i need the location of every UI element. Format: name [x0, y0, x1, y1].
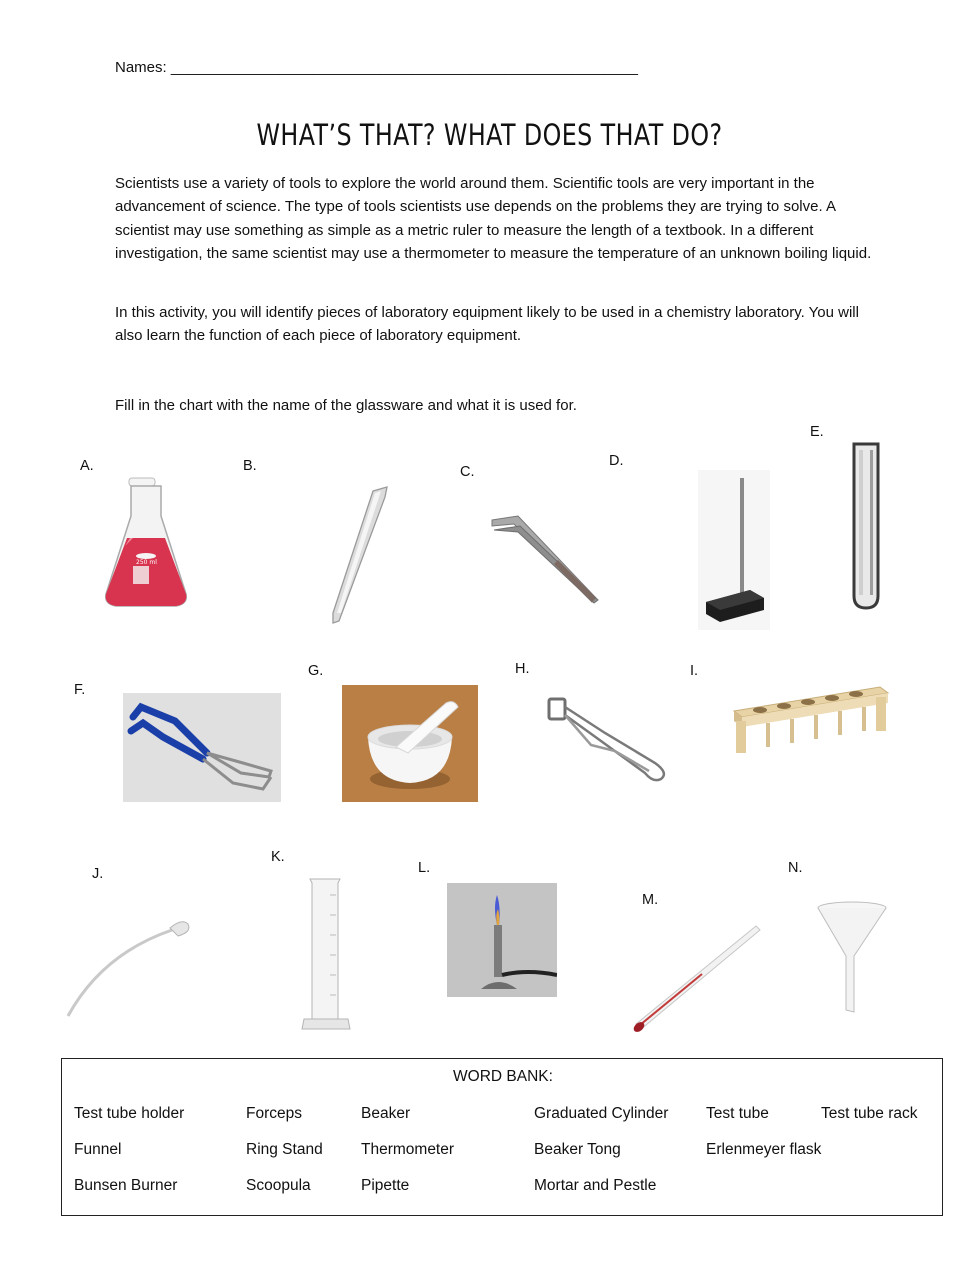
- label-a: A.: [80, 458, 94, 474]
- funnel-image: [814, 898, 890, 1016]
- label-b: B.: [243, 458, 257, 474]
- word-bank-item: Scoopula: [246, 1177, 311, 1194]
- pipette-image: [62, 914, 192, 1022]
- page-title: WHAT’S THAT? WHAT DOES THAT DO?: [256, 118, 723, 152]
- label-m: M.: [642, 892, 659, 908]
- label-f: F.: [74, 682, 86, 698]
- label-k: K.: [271, 849, 285, 865]
- label-j: J.: [92, 866, 104, 882]
- names-line: [115, 59, 638, 76]
- label-d: D.: [609, 453, 624, 469]
- word-bank-item: Mortar and Pestle: [534, 1177, 657, 1194]
- word-bank-item: Beaker Tong: [534, 1141, 621, 1158]
- instruction-text: Fill in the chart with the name of the glassware and what it is used for.: [115, 397, 577, 414]
- label-i: I.: [690, 663, 699, 679]
- label-h: H.: [515, 661, 530, 677]
- word-bank-item: Test tube holder: [74, 1105, 185, 1122]
- label-e: E.: [810, 424, 824, 440]
- word-bank-item: Beaker: [361, 1105, 411, 1122]
- word-bank: [61, 1058, 943, 1216]
- thermometer-image: [630, 920, 764, 1036]
- word-bank-item: Ring Stand: [246, 1141, 323, 1158]
- test-tube-holder-image: [545, 693, 671, 785]
- word-bank-title: WORD BANK:: [453, 1068, 553, 1085]
- names-label: Names:: [115, 59, 167, 76]
- intro-paragraph-2: In this activity, you will identify pieces of laboratory equipment likely to be used in a chemistry laboratory. You will also learn the function of each piece of laboratory equipment.: [115, 304, 859, 345]
- word-bank-item: Bunsen Burner: [74, 1177, 178, 1194]
- word-bank-item: Funnel: [74, 1141, 122, 1158]
- word-bank-item: Forceps: [246, 1105, 302, 1122]
- beaker-tong-image: [123, 693, 281, 802]
- ring-stand-image: [698, 470, 770, 630]
- word-bank-item: Pipette: [361, 1177, 410, 1194]
- label-l: L.: [418, 860, 431, 876]
- word-bank-item: Test tube: [706, 1105, 769, 1122]
- word-bank-item: Graduated Cylinder: [534, 1105, 669, 1122]
- label-g: G.: [308, 663, 324, 679]
- erlenmeyer-flask-image: [100, 476, 192, 610]
- scoopula-image: [325, 485, 395, 630]
- names-blank[interactable]: ________________________________________________________: [170, 59, 639, 76]
- forceps-image: [488, 510, 603, 605]
- test-tube-rack-image: [730, 683, 890, 755]
- label-n: N.: [788, 860, 803, 876]
- svg-text:250 ml: 250 ml: [136, 559, 157, 566]
- word-bank-item: Erlenmeyer flask: [706, 1141, 822, 1158]
- mortar-and-pestle-image: [342, 685, 478, 802]
- word-bank-item: Thermometer: [361, 1141, 455, 1158]
- graduated-cylinder-image: [300, 875, 352, 1033]
- intro-paragraph-1: Scientists use a variety of tools to explore the world around them. Scientific tools are very important in the advancement of science. The type of tools scientists use depends on the problems they are trying to solve. A scientist may use something as simple as a metric ruler to measure the length of a textbook. In a different investigation, the same scientist may use a thermometer to measure the temperature of an unknown boiling liquid.: [115, 175, 872, 262]
- word-bank-item: Test tube rack: [821, 1105, 918, 1122]
- test-tube-image: [846, 440, 886, 612]
- label-c: C.: [460, 464, 475, 480]
- bunsen-burner-image: [447, 883, 557, 997]
